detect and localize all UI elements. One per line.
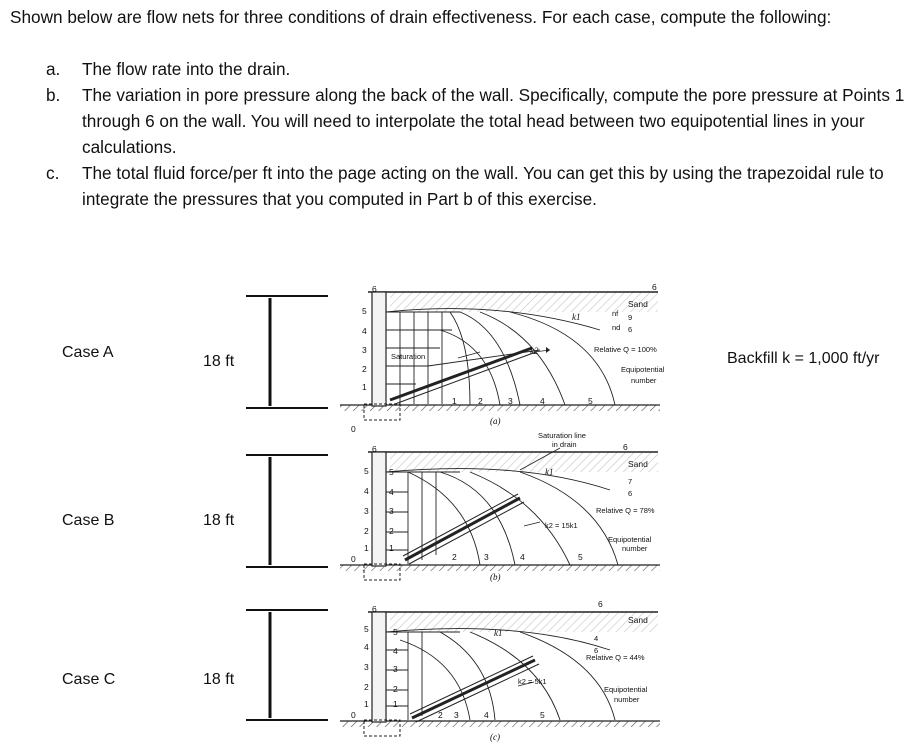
case-a-wall-number-1: 1 [362,382,367,392]
case-a-wall-number-5: 5 [362,306,367,316]
case-c-k2-label: k2 = 5k1 [518,677,547,686]
problem-intro: Shown below are flow nets for three conditions of drain effectiveness. For each case, compute the following: [10,7,832,27]
case-c-top-number: 6 [598,599,603,609]
case-a-ground [340,405,660,411]
case-b-equipotential-5: 5 [578,552,583,562]
case-b-top-number: 6 [623,442,628,452]
part-b-text: The variation in pore pressure along the back of the wall. Specifically, compute the pore pressure at Points 1 through 6 on the wall. You will need to interpolate the total head between two equipotential lines in your calculations. [82,85,905,157]
case-b-ratio-numerator: 7 [628,477,633,486]
case-a-height: 18 ft [203,353,235,370]
case-b-relative-q: Relative Q = 78% [596,506,655,515]
case-c-inner-number-2: 2 [393,684,398,694]
case-c-k1-label: k1 [494,628,503,638]
case-b-equipotential-3: 3 [484,552,489,562]
case-a-wall-number-0: 0 [351,424,356,434]
case-c-height-dimension [246,610,328,720]
case-b-k2-label: k2 = 15k1 [545,521,578,530]
case-b-number-label: number [622,544,648,553]
case-c-inner-number-5: 5 [393,627,398,637]
case-b-label: Case B [62,512,115,529]
case-a-saturation-label: Saturation [391,352,426,361]
case-b-flow-net [386,469,618,565]
case-b-inner-number-3: 3 [389,506,394,516]
case-c-inner-number-1: 1 [393,699,398,709]
case-b-wall-number-3: 3 [364,506,369,516]
case-c-equipotential-5: 5 [540,710,545,720]
case-c-wall-number-2: 2 [364,682,369,692]
case-b-saturation-line-label: Saturation line [538,431,586,440]
case-a-wall-number-6: 6 [372,284,377,294]
case-c-equipotential-3: 3 [454,710,459,720]
case-b-equipotential-4: 4 [520,552,525,562]
case-c-inner-number-3: 3 [393,664,398,674]
part-a-text: The flow rate into the drain. [82,59,291,79]
case-c-inner-number-4: 4 [393,646,398,656]
part-c-marker: c. [46,163,60,183]
case-c-wall-number-3: 3 [364,662,369,672]
case-c-wall-number-0: 0 [351,710,356,720]
case-b-wall-number-0: 0 [351,554,356,564]
case-a-wall [372,292,386,406]
case-b-height: 18 ft [203,512,235,529]
case-b-equipotential-2: 2 [452,552,457,562]
case-c-flow-net [386,629,615,722]
part-b-marker: b. [46,85,61,105]
case-a-nd-label: nd [612,323,621,332]
case-b-wall-number-5: 5 [364,466,369,476]
case-c-wall-number-6: 6 [372,604,377,614]
case-b-caption: (b) [490,572,501,582]
case-b-in-drain-label: in drain [552,440,577,449]
case-b-inner-number-2: 2 [389,526,394,536]
case-c-sand-label: Sand [628,615,648,625]
case-a-k1-label: k1 [572,312,581,322]
case-c-caption: (c) [490,732,500,742]
case-b-height-dimension [246,455,328,567]
case-a-equipotential-1: 1 [452,396,457,406]
case-a-ratio-numerator: 9 [628,313,633,322]
case-a-number-label: number [631,376,657,385]
case-b-wall-number-4: 4 [364,486,369,496]
case-a-wall-number-3: 3 [362,345,367,355]
case-c-wall-number-1: 1 [364,699,369,709]
case-c-label: Case C [62,671,116,688]
part-c-text: The total fluid force/per ft into the page acting on the wall. You can get this by using the trapezoidal rule to integrate the pressures that you computed in Part b of this exercise. [82,163,884,209]
case-b-wall-number-2: 2 [364,526,369,536]
case-c-equipotential-2: 2 [438,710,443,720]
case-b-equipotential-label: Equipotential [608,535,652,544]
case-a-equipotential-2: 2 [478,396,483,406]
case-b-inner-number-1: 1 [389,543,394,553]
case-a-height-dimension [246,296,328,408]
case-c-figure [246,610,660,736]
case-c-ratio-denominator: 6 [594,646,599,655]
case-b-ratio-denominator: 6 [628,489,633,498]
part-a-marker: a. [46,59,61,79]
backfill-permeability: Backfill k = 1,000 ft/yr [727,350,880,367]
case-c-relative-q: Relative Q = 44% [586,653,645,662]
case-b-wall-number-6: 6 [372,444,377,454]
case-a-sand-label: Sand [628,299,648,309]
case-b-wall-number-1: 1 [364,543,369,553]
case-a-equipotential-4: 4 [540,396,545,406]
case-b-ground [340,565,660,571]
case-a-k2-label: k2 [530,346,539,356]
case-c-equipotential-4: 4 [484,710,489,720]
case-a-wall-number-4: 4 [362,326,367,336]
case-b-sand-label: Sand [628,459,648,469]
case-b-inner-number-5: 5 [389,467,394,477]
case-a-relative-q: Relative Q = 100% [594,345,657,354]
case-a-equipotential-5: 5 [588,396,593,406]
case-a-nf-label: nf [612,309,619,318]
case-c-equipotential-label: Equipotential [604,685,648,694]
case-a-equipotential-3: 3 [508,396,513,406]
case-a-label: Case A [62,344,114,361]
case-c-height: 18 ft [203,671,235,688]
case-a-caption: (a) [490,416,501,426]
case-a-equipotential-label: Equipotential [621,365,665,374]
case-a-wall-number-2: 2 [362,364,367,374]
case-b-wall [372,452,386,566]
case-a-ratio-denominator: 6 [628,325,633,334]
case-c-wall [372,612,386,722]
case-a-top-number: 6 [652,282,657,292]
case-b-inner-number-4: 4 [389,487,394,497]
case-c-number-label: number [614,695,640,704]
case-c-ground [340,721,660,727]
case-c-ratio-numerator: 4 [594,634,599,643]
case-c-wall-number-4: 4 [364,642,369,652]
case-b-k1-label: k1 [545,467,554,477]
case-c-wall-number-5: 5 [364,624,369,634]
